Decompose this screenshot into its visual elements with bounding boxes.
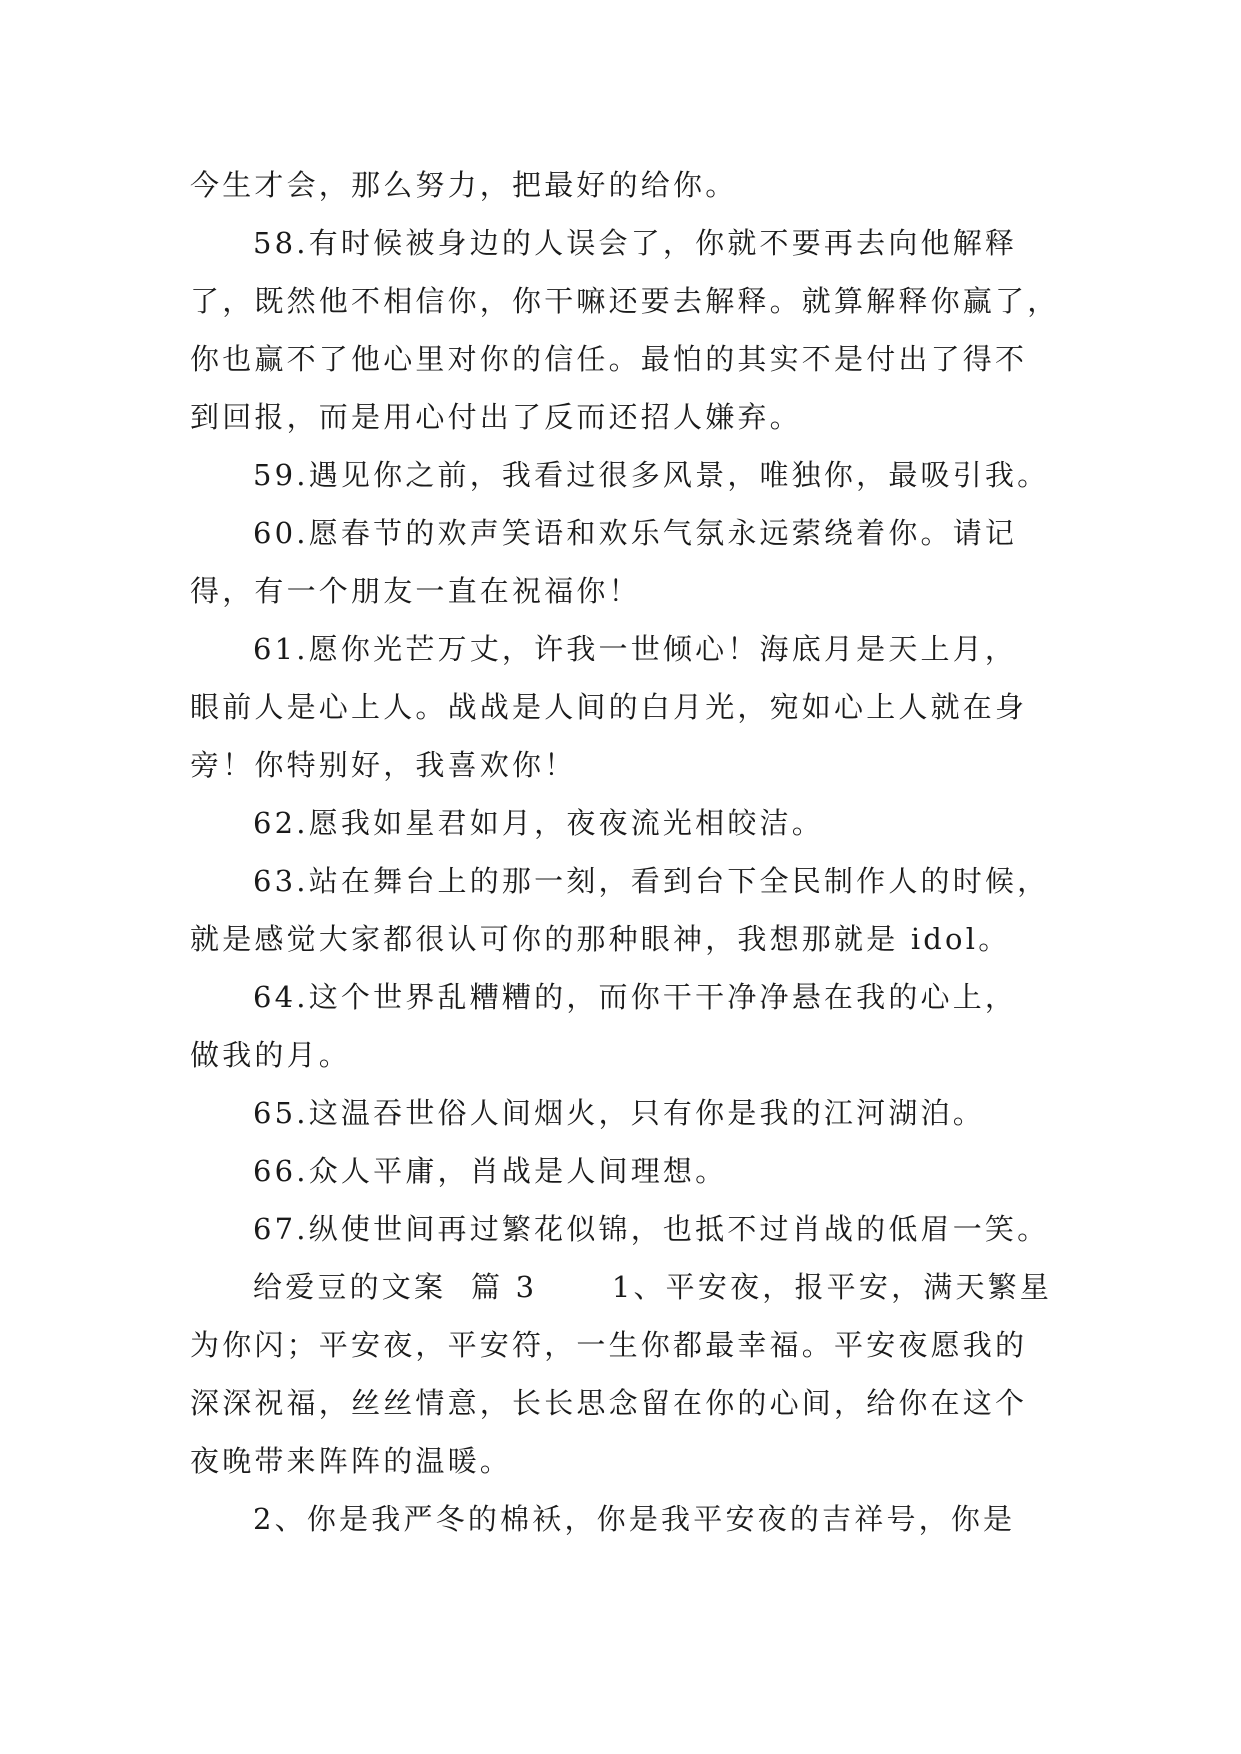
text-line: 做我的月。 (190, 1038, 352, 1072)
text-line: 61.愿你光芒万丈，许我一世倾心！海底月是天上月， (253, 632, 1018, 666)
text-line: 63.站在舞台上的那一刻，看到台下全民制作人的时候， (253, 864, 1050, 898)
text-line: 夜晚带来阵阵的温暖。 (190, 1444, 513, 1478)
text-line: 给爱豆的文案 篇 3 1、平安夜，报平安，满天繁星 (253, 1270, 1053, 1304)
text-line: 60.愿春节的欢声笑语和欢乐气氛永远萦绕着你。请记 (253, 516, 1018, 550)
text-line: 2、你是我严冬的棉袄，你是我平安夜的吉祥号，你是 (253, 1502, 1016, 1536)
text-line: 深深祝福，丝丝情意，长长思念留在你的心间，给你在这个 (190, 1386, 1028, 1420)
text-line: 今生才会，那么努力，把最好的给你。 (190, 168, 738, 202)
text-line: 旁！你特别好，我喜欢你！ (190, 748, 577, 782)
text-line: 67.纵使世间再过繁花似锦，也抵不过肖战的低眉一笑。 (253, 1212, 1050, 1246)
text-line: 64.这个世界乱糟糟的，而你干干净净悬在我的心上， (253, 980, 1018, 1014)
text-line: 66.众人平庸，肖战是人间理想。 (253, 1154, 728, 1188)
text-line: 到回报，而是用心付出了反而还招人嫌弃。 (190, 400, 802, 434)
text-line: 了，既然他不相信你，你干嘛还要去解释。就算解释你赢了， (190, 284, 1060, 318)
text-line: 65.这温吞世俗人间烟火，只有你是我的江河湖泊。 (253, 1096, 985, 1130)
text-line: 你也赢不了他心里对你的信任。最怕的其实不是付出了得不 (190, 342, 1028, 376)
text-line: 就是感觉大家都很认可你的那种眼神，我想那就是 idol。 (190, 922, 1011, 956)
text-line: 得，有一个朋友一直在祝福你！ (190, 574, 641, 608)
text-line: 为你闪；平安夜，平安符，一生你都最幸福。平安夜愿我的 (190, 1328, 1028, 1362)
text-line: 62.愿我如星君如月，夜夜流光相皎洁。 (253, 806, 824, 840)
text-line: 59.遇见你之前，我看过很多风景，唯独你，最吸引我。 (253, 458, 1050, 492)
text-line: 眼前人是心上人。战战是人间的白月光，宛如心上人就在身 (190, 690, 1028, 724)
text-line: 58.有时候被身边的人误会了，你就不要再去向他解释 (253, 226, 1018, 260)
